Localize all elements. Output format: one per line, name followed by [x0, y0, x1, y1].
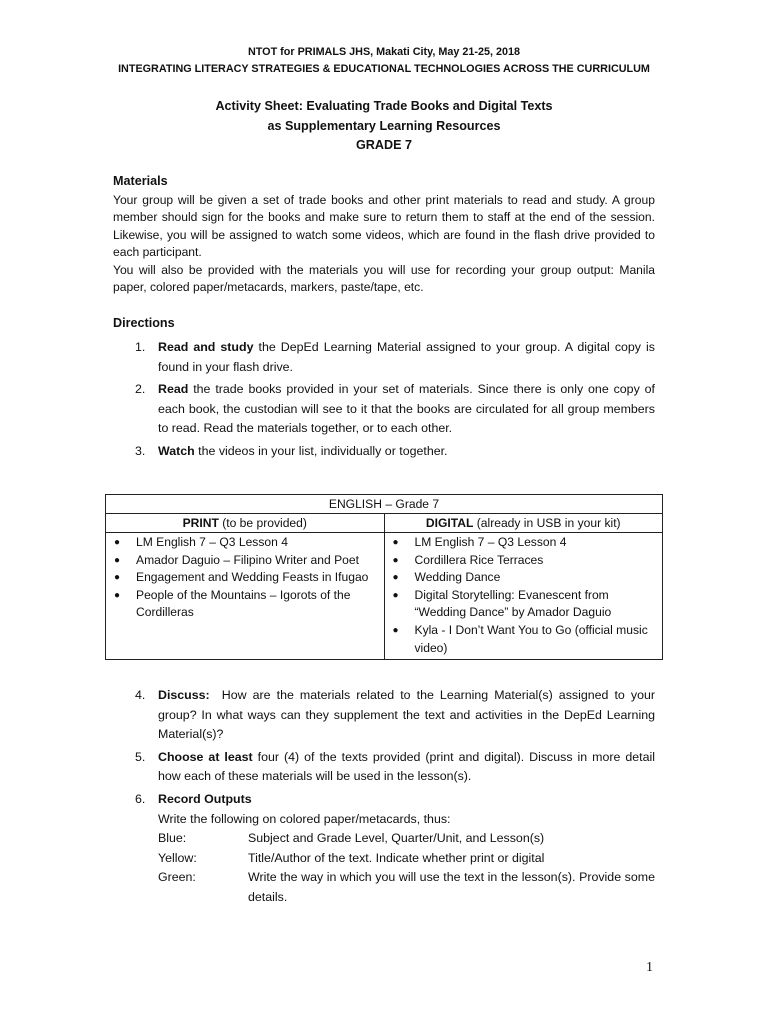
list-item: ● LM English 7 – Q3 Lesson 4: [110, 534, 380, 552]
list-item: ● Kyla - I Don’t Want You to Go (official music video): [392, 622, 648, 655]
title-line-1: Activity Sheet: Evaluating Trade Books and Digital Texts: [215, 99, 553, 113]
header-line-2: INTEGRATING LITERACY STRATEGIES & EDUCATIONAL TECHNOLOGIES ACROSS THE CURRICULUM: [118, 63, 650, 75]
materials-table: [105, 494, 663, 660]
bullet-icon: ●: [392, 537, 399, 548]
page-number: 1: [646, 960, 653, 975]
directions-list-continued: [113, 686, 659, 911]
bullet-icon: ●: [114, 537, 121, 548]
list-item: ● Cordillera Rice Terraces: [389, 552, 659, 570]
record-row-yellow: Yellow: Title/Author of the text. Indicate whether print or digital: [158, 850, 545, 865]
list-item: ● Amador Daguio – Filipino Writer and Poet: [110, 552, 380, 570]
list-item: ● Digital Storytelling: Evanescent from “Wedding Dance” by Amador Daguio: [392, 587, 612, 620]
bullet-icon: ●: [114, 554, 121, 566]
materials-paragraph-1: Your group will be given a set of trade books and other print materials to read and study. A group member should sign for the books and make sure to return them to staff at the end of the session. Likewise, you will be assigned to watch some videos, which are found in the flash drive provided to each participant.: [113, 193, 655, 260]
document-title: [0, 97, 768, 156]
direction-item-5: 5. Choose at least four (4) of the texts provided (print and digital). Discuss in more detail how each of these materials will be used in the lesson(s).: [135, 749, 655, 784]
table-title: ENGLISH – Grade 7: [106, 495, 663, 514]
directions-heading: Directions: [113, 316, 175, 330]
direction-item-3: 3. Watch the videos in your list, individually or together.: [135, 443, 448, 458]
directions-list: [113, 338, 655, 465]
direction-item-1: 1. Read and study the DepEd Learning Material assigned to your group. A digital copy is found in your flash drive.: [135, 340, 655, 374]
list-item: ● Wedding Dance: [389, 569, 659, 587]
title-line-2: as Supplementary Learning Resources: [267, 118, 501, 133]
record-row-blue: Blue: Subject and Grade Level, Quarter/Unit, and Lesson(s): [158, 831, 545, 846]
header-line-1: NTOT for PRIMALS JHS, Makati City, May 21-25, 2018: [247, 46, 520, 58]
print-column-header: PRINT (to be provided): [106, 514, 385, 533]
materials-paragraph-2: You will also be provided with the materials you will use for recording your group output: Manila paper, colored paper/metacards, markers, paste/tape, etc.: [113, 263, 655, 295]
direction-item-6: 6. Record Outputs Write the following on colored paper/metacards, thus: Blue: Subject and Grade Level, Quarter/Unit, and Lesson(s) Yellow: Title/Author of the text. Indicate whether print or digital Green: Write the way in which you will use the text in the lesson(s). Provide some details.: [113, 790, 655, 908]
list-item: ● Engagement and Wedding Feasts in Ifugao: [110, 569, 380, 587]
title-line-3: GRADE 7: [356, 138, 412, 152]
materials-heading: Materials: [113, 174, 168, 188]
direction-item-2: 2. Read the trade books provided in your set of materials. Since there is only one copy of each book, the custodian will see to it that the books are circulated for all group members to read. Read the materials together, or to each other.: [135, 382, 655, 436]
print-items-cell: [106, 533, 385, 660]
bullet-icon: ●: [392, 572, 399, 584]
record-outputs-intro: Write the following on colored paper/metacards, thus:: [158, 811, 451, 826]
bullet-icon: ●: [392, 589, 399, 601]
digital-items-cell: [384, 533, 663, 660]
bullet-icon: ●: [392, 624, 399, 636]
list-item: ● People of the Mountains – Igorots of the Cordilleras: [114, 587, 351, 620]
digital-column-header: DIGITAL (already in USB in your kit): [384, 514, 663, 533]
bullet-icon: ●: [392, 554, 399, 566]
bullet-icon: ●: [114, 589, 121, 601]
list-item: ● LM English 7 – Q3 Lesson 4: [389, 534, 659, 552]
record-row-green: Green: Write the way in which you will use the text in the lesson(s). Provide some details.: [158, 870, 655, 904]
direction-item-4: 4. Discuss: How are the materials related to the Learning Material(s) assigned to your group? In what ways can they supplement the text and activities in the DepEd Learning Material(s)?: [135, 688, 659, 742]
bullet-icon: ●: [114, 572, 121, 584]
